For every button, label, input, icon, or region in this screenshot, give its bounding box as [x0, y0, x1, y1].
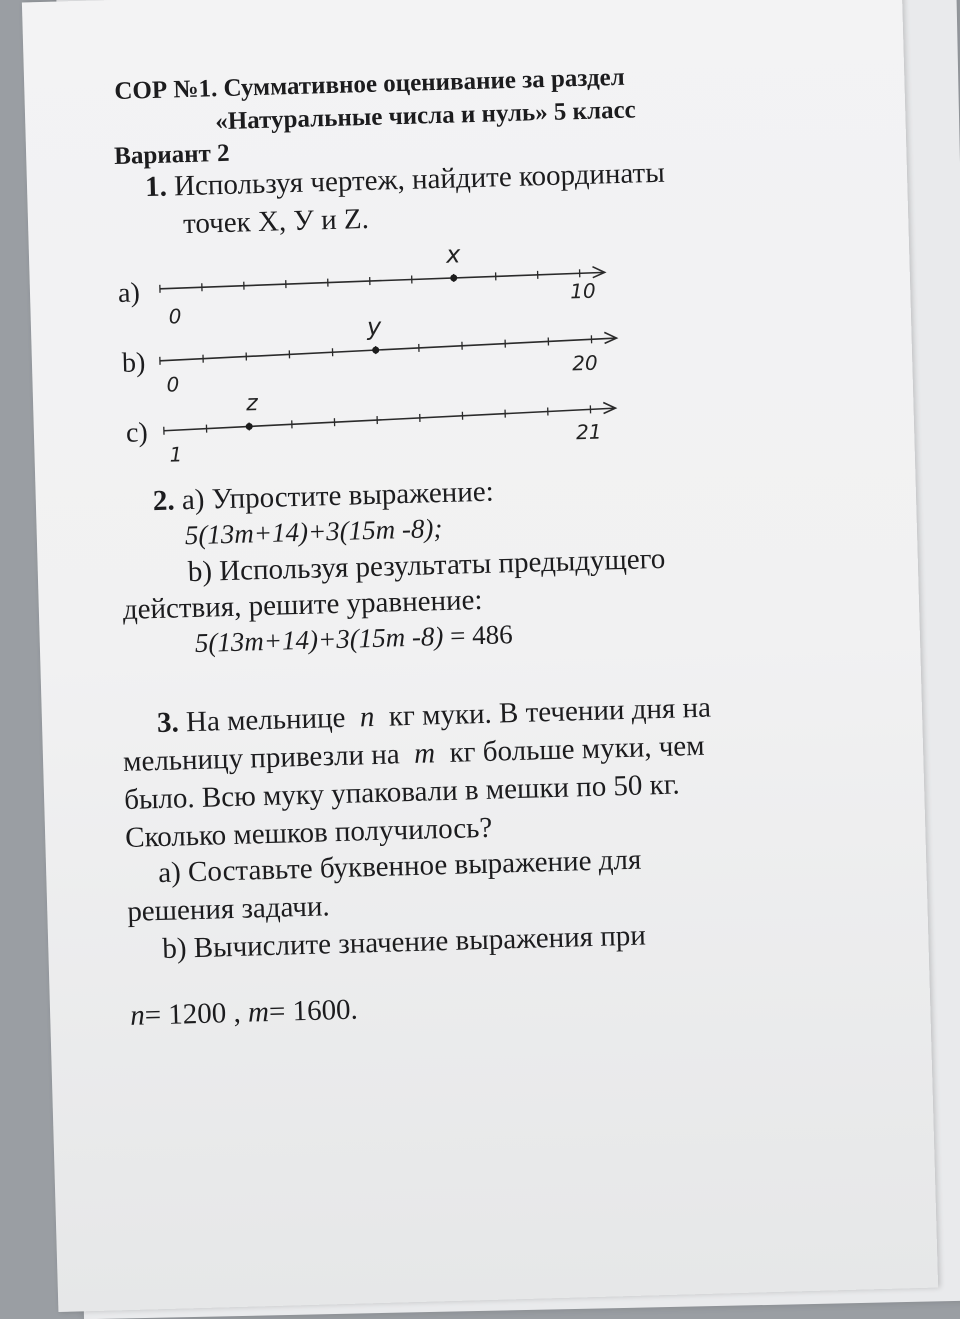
task3-var-n: n [359, 701, 374, 733]
header-line-1: СОР №1. Суммативное оценивание за раздел [114, 64, 625, 106]
line-a-label: a) [118, 277, 141, 310]
task1-number: 1. [145, 171, 168, 204]
task3-l2b: кг больше муки, чем [449, 730, 705, 769]
header-line-2: «Натуральные числа и нуль» 5 класс [215, 96, 636, 136]
number-line-c [163, 402, 615, 435]
task3-l1b: кг муки. В течении дня на [388, 692, 711, 733]
line-c-label: c) [126, 417, 149, 450]
line-b-label: b) [122, 347, 146, 380]
number-line-point [372, 346, 379, 353]
task2-a-text: a) Упростите выражение: [181, 476, 494, 517]
point-x-label: x [446, 240, 461, 268]
task3-values-b: = 1600. [269, 994, 359, 1028]
number-line-point [246, 423, 253, 430]
task2-b-text: b) Используя результаты предыдущего [187, 543, 665, 589]
task3-values-n: n [130, 1000, 145, 1032]
task2-equation [194, 619, 513, 659]
line-b-start-label: 0 [166, 372, 179, 396]
task1-text-1: Используя чертеж, найдите координаты [174, 157, 666, 203]
task2-number: 2. [152, 484, 175, 517]
task3-l1a: На мельнице [186, 702, 346, 738]
task3-l2a: мельницу привезли на [123, 738, 400, 778]
line-a-start-label: 0 [168, 304, 181, 328]
task3-number: 3. [157, 706, 180, 739]
task3-values-a: = 1200 , [144, 997, 241, 1032]
point-z-label: z [246, 391, 258, 416]
task3-a-line-1: a) Составьте буквенное выражение для [158, 844, 642, 890]
task2-expression: 5(13m+14)+3(15m -8); [184, 513, 442, 551]
worksheet-page [22, 0, 938, 1312]
task2-equation-lhs: 5(13m+14)+3(15m -8) [194, 621, 443, 658]
task3-line-4: Сколько мешков получилось? [125, 812, 493, 855]
line-c-end-label: 21 [576, 420, 602, 445]
task3-a-line-2: решения задачи. [127, 890, 330, 929]
number-lines-drawing [22, 0, 916, 522]
task2-equation-rhs: = 486 [443, 619, 513, 651]
task3-var-m: m [414, 737, 436, 770]
task3-values-m: m [248, 996, 270, 1029]
task3-line-3: было. Всю муку упаковали в мешки по 50 кг. [124, 768, 680, 817]
variant-label: Вариант 2 [114, 140, 230, 171]
number-line-a [160, 266, 605, 292]
task1-text-2: точек X, У и Z. [183, 203, 370, 241]
task3-values [130, 994, 359, 1033]
line-c-start-label: 1 [169, 442, 182, 466]
number-line-point [450, 274, 457, 281]
line-b-end-label: 20 [572, 351, 598, 376]
task3-b-line-1: b) Вычислите значение выражения при [162, 919, 646, 965]
task2-b-text-2: действия, решите уравнение: [122, 584, 482, 627]
point-y-label: y [367, 313, 382, 341]
number-line-b [159, 332, 616, 365]
line-a-end-label: 10 [570, 279, 596, 304]
